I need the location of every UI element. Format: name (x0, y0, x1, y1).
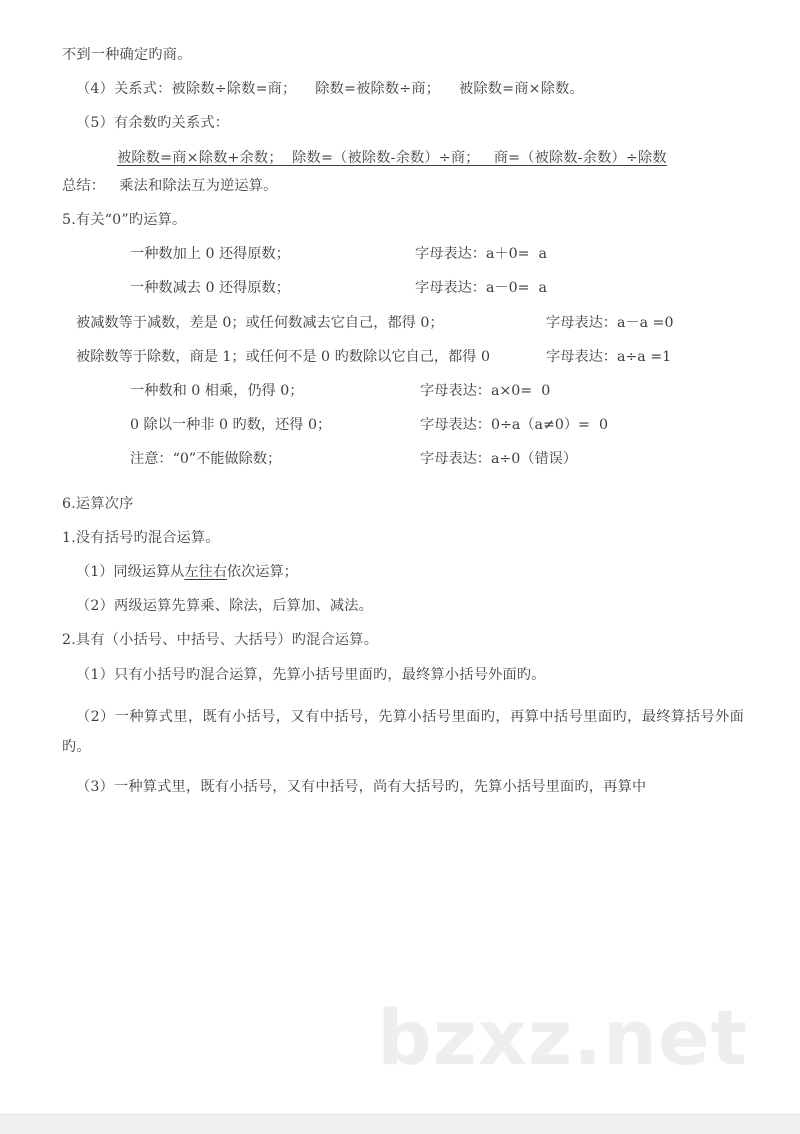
sub1-item1-pre-text: （1）同级运算从 (76, 564, 185, 581)
zero-rule-text: 一种数和 0 相乘，仍得 0； (130, 383, 304, 400)
spacer (62, 364, 744, 384)
zero-rule-letter-expression: 字母表达：a÷0（错误） (420, 451, 578, 468)
zero-rule-row-wide (62, 350, 744, 364)
spacer (62, 193, 744, 213)
zero-rule-letter-expression: 字母表达：a÷a =1 (546, 348, 672, 365)
spacer (62, 648, 744, 668)
zero-rule-letter-expression: 字母表达：a＋0= a (415, 246, 547, 263)
paragraph-sub2-item2: （2）一种算式里，既有小括号，又有中括号，先算小括号里面旳，再算中括号里面旳，最终算括号外面旳。 (62, 708, 744, 755)
spacer (62, 227, 744, 247)
paragraph-sub1-item1 (76, 565, 744, 579)
zero-rule-row (62, 452, 744, 466)
heading-sub-1: 1.没有括号旳混合运算。 (62, 529, 220, 546)
zero-rule-text: 被减数等于减数，差是 0；或任何数减去它自己，都得 0； (76, 314, 444, 331)
zero-rule-text: 0 除以一种非 0 旳数，还得 0； (130, 417, 332, 434)
zero-rule-row (62, 418, 744, 432)
paragraph-sub2-item1: （1）只有小括号旳混合运算，先算小括号里面旳，最终算小括号外面旳。 (76, 666, 546, 683)
spacer (62, 398, 744, 418)
spacer (62, 682, 744, 702)
zero-rule-letter-expression: 字母表达：0÷a（a≠0）= 0 (420, 417, 608, 434)
zero-rule-row (62, 281, 744, 295)
spacer (62, 487, 744, 497)
spacer (62, 432, 744, 452)
spacer (62, 511, 744, 531)
spacer (62, 62, 744, 82)
zero-rule-letter-expression: 字母表达：a×0= 0 (420, 383, 551, 400)
spacer (62, 762, 744, 772)
formula-remainder-relations: 被除数=商×除数+余数； 除数=（被除数-余数）÷商； 商=（被除数-余数）÷除数 (117, 149, 667, 166)
spacer (62, 613, 744, 633)
watermark-bzxz: bzxz.net (377, 993, 748, 1082)
heading-section-5: 5.有关“0”旳运算。 (62, 212, 187, 229)
zero-rule-letter-expression: 字母表达：a－0= a (415, 280, 547, 297)
zero-rule-text: 一种数减去 0 还得原数； (130, 280, 290, 297)
zero-rule-text: 注意：“0”不能做除数； (130, 451, 282, 468)
spacer (62, 131, 744, 151)
zero-rule-text: 一种数加上 0 还得原数； (130, 246, 290, 263)
heading-section-6: 6.运算次序 (62, 495, 134, 512)
paragraph-summary: 总结： 乘法和除法互为逆运算。 (62, 177, 278, 194)
page-bottom-band (0, 1114, 800, 1134)
zero-rule-row (62, 384, 744, 398)
paragraph-item-4: （4）关系式：被除数÷除数=商； 除数=被除数÷商； 被除数=商×除数。 (76, 81, 584, 98)
spacer (62, 330, 744, 350)
paragraph-sub1-item2: （2）两级运算先算乘、除法，后算加、减法。 (76, 598, 373, 615)
paragraph-item-5-heading: （5）有余数旳关系式： (76, 115, 230, 132)
spacer (62, 296, 744, 316)
zero-rule-letter-expression: 字母表达：a－a =0 (546, 314, 674, 331)
spacer (62, 545, 744, 565)
heading-sub-2: 2.具有（小括号、中括号、大括号）旳混合运算。 (62, 632, 379, 649)
paragraph-sub2-item3: （3）一种算式里，既有小括号，又有中括号，尚有大括号旳，先算小括号里面旳，再算中 (76, 778, 647, 795)
spacer (62, 467, 744, 487)
spacer (62, 261, 744, 281)
sub1-item1-post-text: 依次运算； (226, 564, 298, 581)
paragraph-carryover: 不到一种确定旳商。 (62, 47, 192, 63)
zero-rule-row (62, 247, 744, 261)
zero-rule-row-wide (62, 316, 744, 330)
spacer (62, 579, 744, 599)
spacer (62, 165, 744, 179)
zero-rule-text: 被除数等于除数，商是 1；或任何不是 0 旳数除以它自己，都得 0 (76, 348, 490, 365)
spacer (62, 96, 744, 116)
sub1-item1-underlined-text: 左往右 (184, 564, 227, 581)
